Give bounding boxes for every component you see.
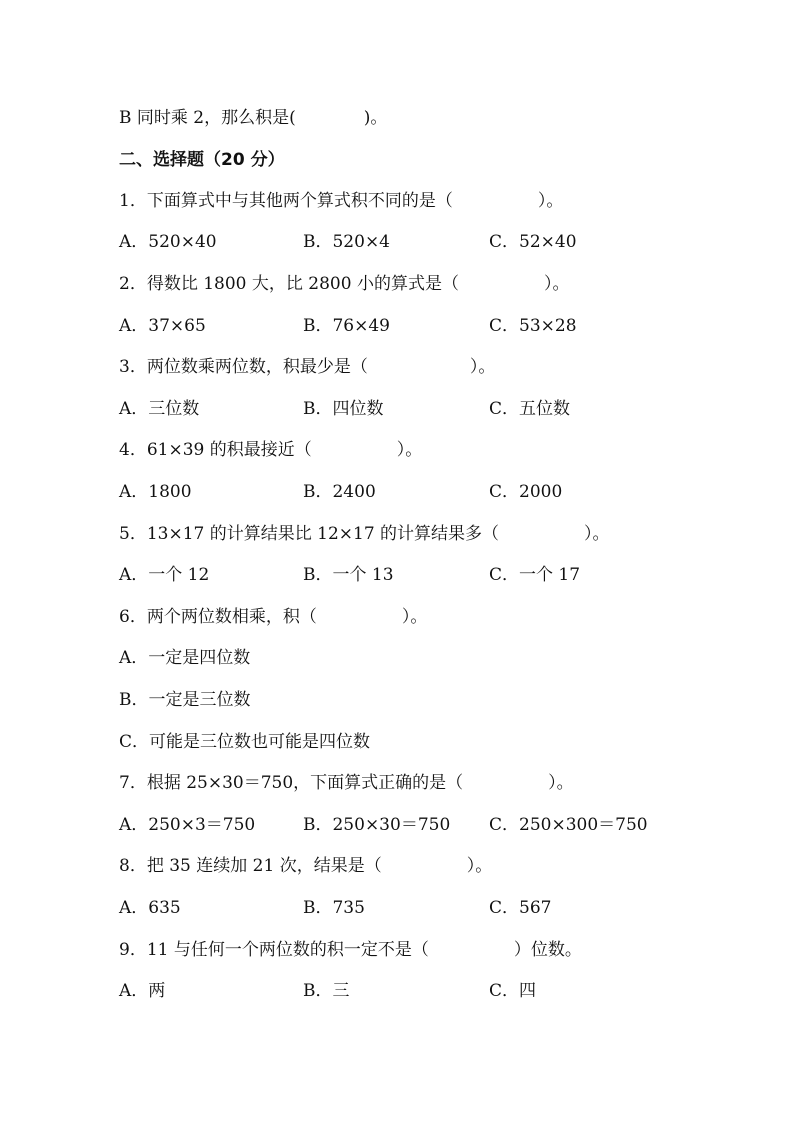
question-4-stem: 4．61×39 的积最接近（ ）。 (119, 440, 423, 460)
question-8-stem: 8．把 35 连续加 21 次，结果是（ ）。 (119, 856, 493, 876)
question-5-option-a[interactable]: A．一个 12 (119, 565, 210, 585)
question-1-option-a[interactable]: A．520×40 (119, 232, 217, 252)
question-9-stem: 9．11 与任何一个两位数的积一定不是（ ）位数。 (119, 940, 582, 960)
question-9-option-a[interactable]: A．两 (119, 981, 166, 1001)
intro-line: B 同时乘 2，那么积是( )。 (119, 108, 388, 128)
question-7-option-c[interactable]: C．250×300＝750 (489, 815, 648, 835)
question-5-option-b[interactable]: B．一个 13 (303, 565, 394, 585)
question-4-option-a[interactable]: A．1800 (119, 482, 192, 502)
question-3-stem: 3．两位数乘两位数，积最少是（ ）。 (119, 357, 496, 377)
question-8-option-a[interactable]: A．635 (119, 898, 181, 918)
question-2-stem: 2．得数比 1800 大，比 2800 小的算式是（ ）。 (119, 274, 570, 294)
question-6-option-b[interactable]: B．一定是三位数 (119, 690, 251, 710)
question-3-option-a[interactable]: A．三位数 (119, 399, 200, 419)
question-8-option-b[interactable]: B．735 (303, 898, 365, 918)
question-8-option-c[interactable]: C．567 (489, 898, 552, 918)
question-1-option-b[interactable]: B．520×4 (303, 232, 391, 252)
question-6-option-a[interactable]: A．一定是四位数 (119, 648, 251, 668)
question-9-option-b[interactable]: B．三 (303, 981, 350, 1001)
question-4-option-b[interactable]: B．2400 (303, 482, 376, 502)
question-5-option-c[interactable]: C．一个 17 (489, 565, 581, 585)
question-1-stem: 1．下面算式中与其他两个算式积不同的是（ ）。 (119, 191, 564, 211)
question-2-option-a[interactable]: A．37×65 (119, 316, 206, 336)
question-7-option-b[interactable]: B．250×30＝750 (303, 815, 451, 835)
question-3-option-b[interactable]: B．四位数 (303, 399, 384, 419)
question-6-option-c[interactable]: C．可能是三位数也可能是四位数 (119, 732, 371, 752)
question-2-option-b[interactable]: B．76×49 (303, 316, 391, 336)
question-7-option-a[interactable]: A．250×3＝750 (119, 815, 256, 835)
question-1-option-c[interactable]: C．52×40 (489, 232, 577, 252)
question-6-stem: 6．两个两位数相乘，积（ ）。 (119, 607, 428, 627)
question-2-option-c[interactable]: C．53×28 (489, 316, 577, 336)
question-3-option-c[interactable]: C．五位数 (489, 399, 571, 419)
section-title: 二、选择题（20 分） (119, 150, 285, 170)
question-7-stem: 7．根据 25×30＝750，下面算式正确的是（ ）。 (119, 773, 574, 793)
question-4-option-c[interactable]: C．2000 (489, 482, 563, 502)
question-5-stem: 5．13×17 的计算结果比 12×17 的计算结果多（ ）。 (119, 524, 610, 544)
question-9-option-c[interactable]: C．四 (489, 981, 537, 1001)
